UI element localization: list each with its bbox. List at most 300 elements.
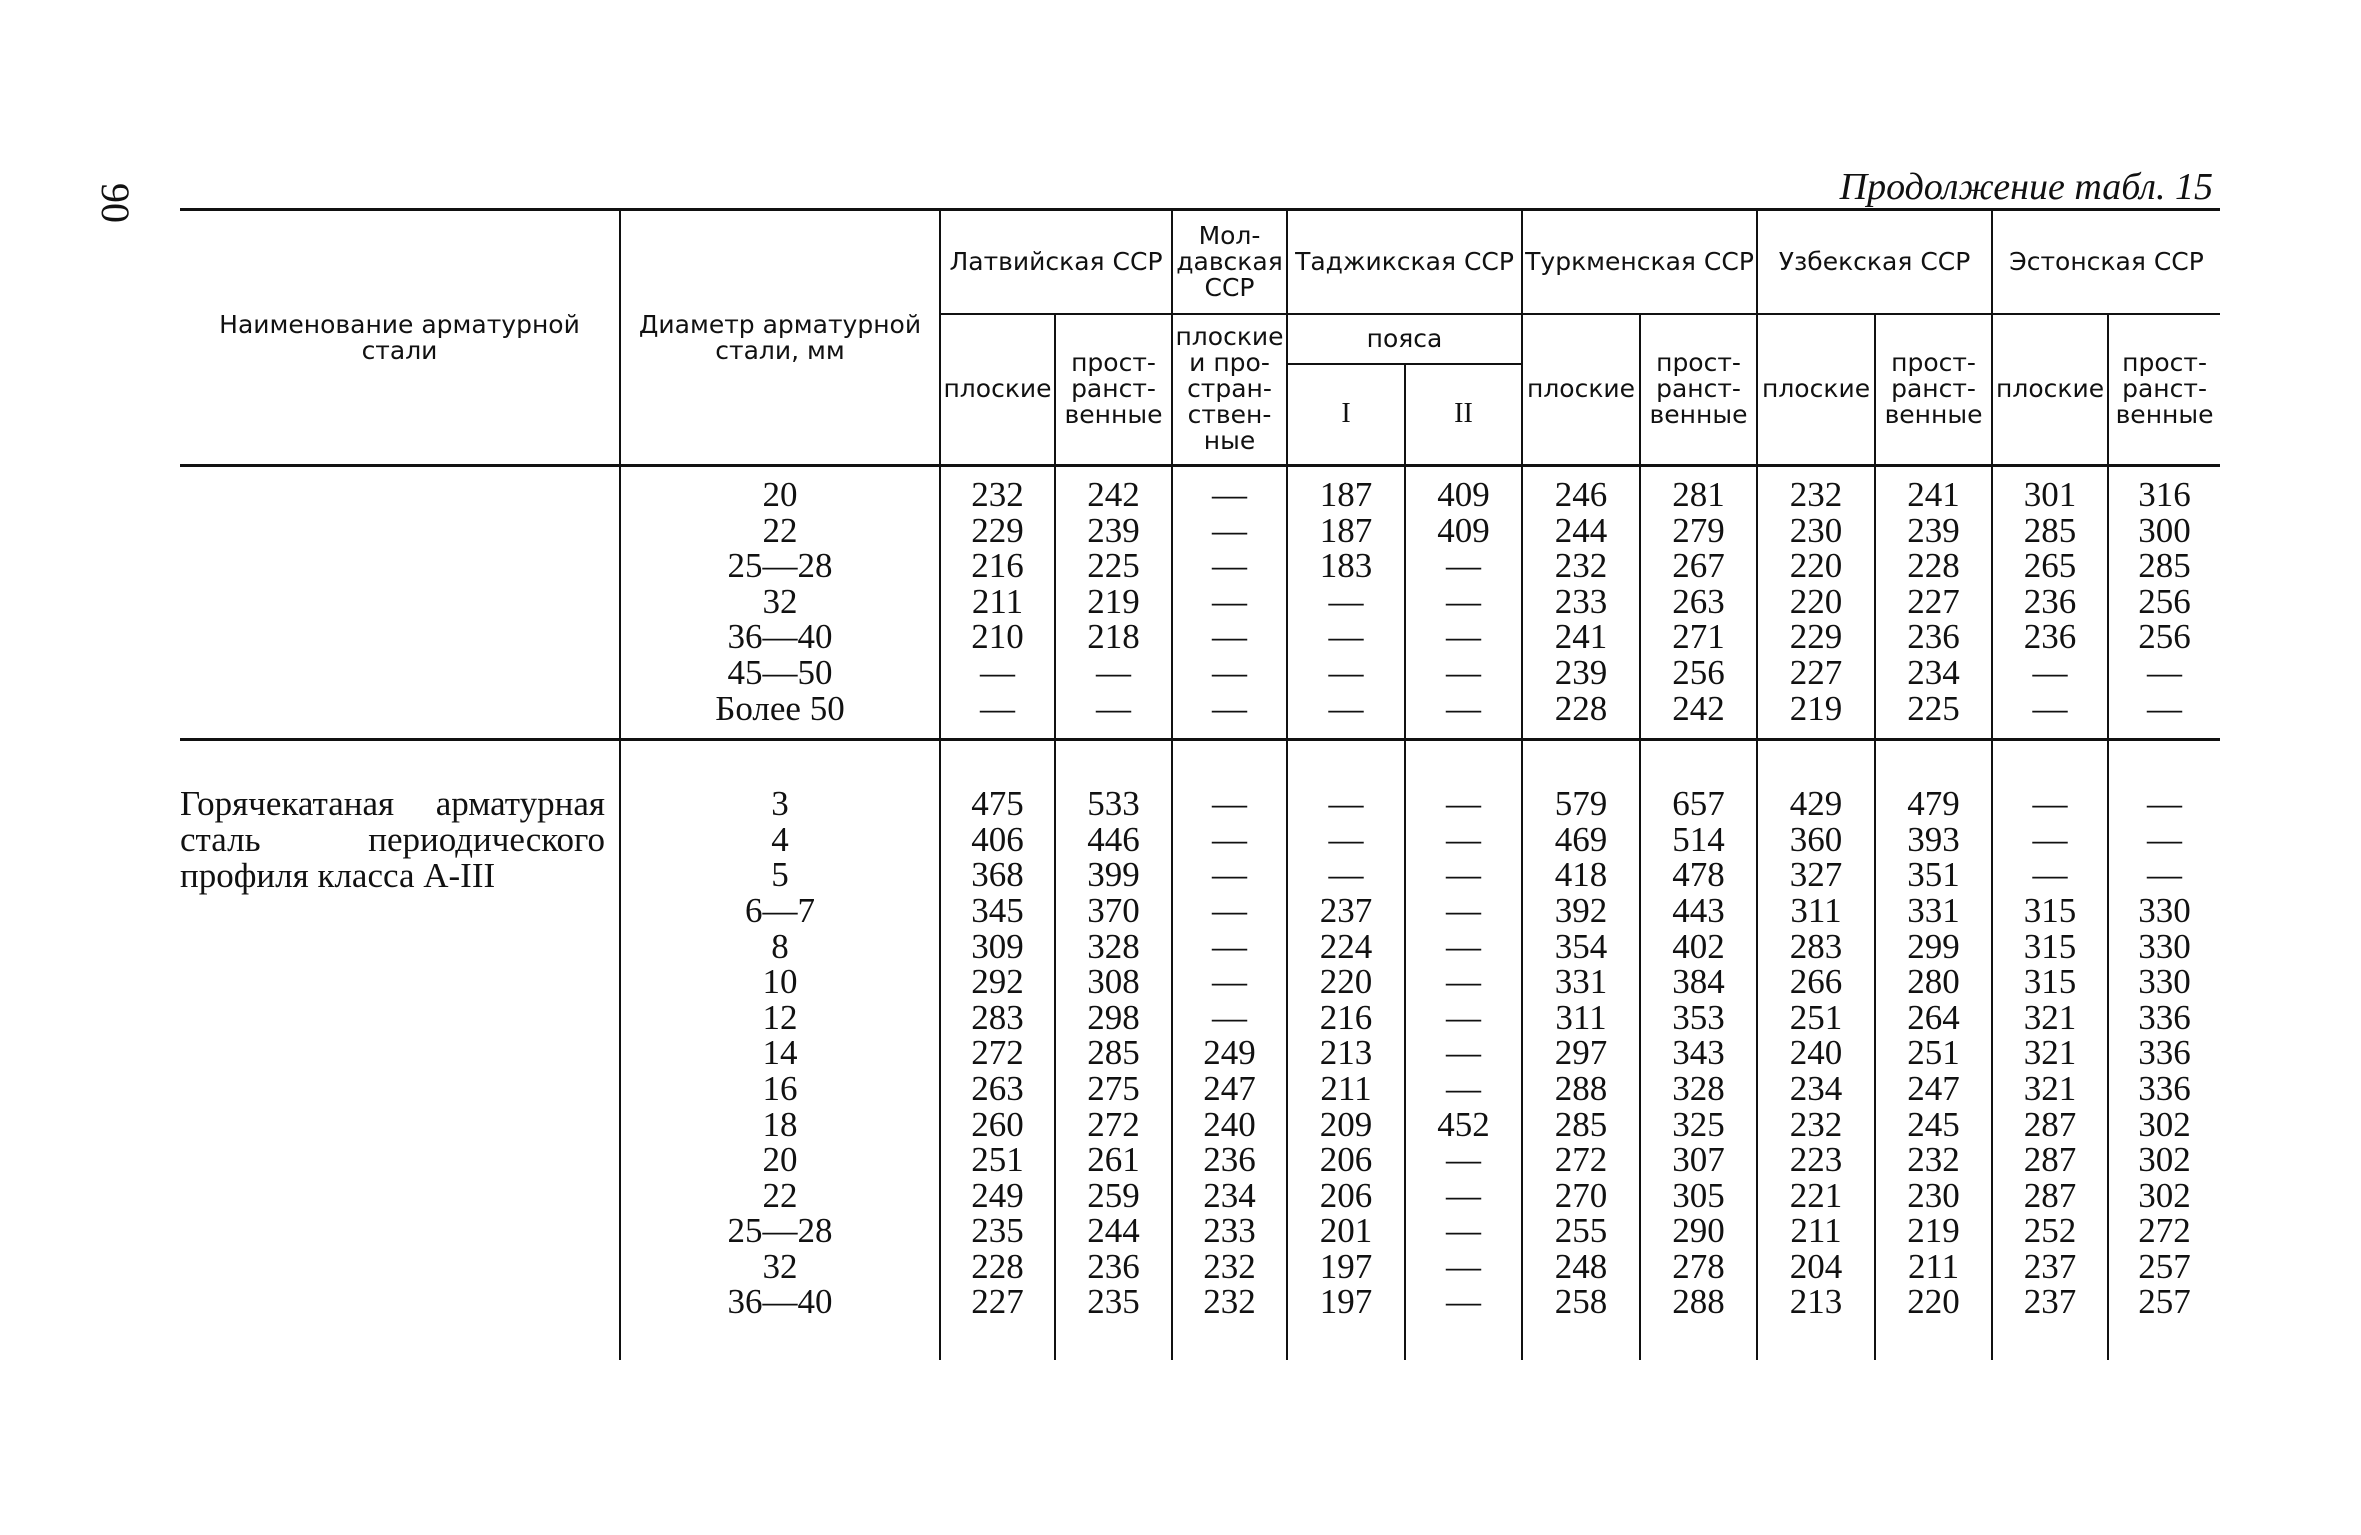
table-cell: 308 (1087, 962, 1140, 1002)
table-cell: 236 (1087, 1246, 1140, 1286)
table-cell: 353 (1672, 997, 1725, 1037)
table-cell: 399 (1087, 855, 1140, 895)
table-cell: 315 (2023, 890, 2077, 930)
steel-name-text: Горячекатаная арматурная сталь периодического профиля класса А-III (180, 784, 605, 896)
table-cell: 220 (1789, 581, 1843, 621)
table-cell: 247 (1907, 1068, 1960, 1108)
table-cell: — (1212, 652, 1247, 692)
table-cell: 187 (1319, 475, 1373, 514)
table-cell: 257 (2138, 1246, 2191, 1286)
table-cell: 336 (2138, 997, 2191, 1037)
table-cell: 25—28 (727, 546, 833, 586)
page-number: 90 (93, 183, 138, 223)
table-cell: 241 (1907, 475, 1960, 514)
table-cell: 287 (2023, 1104, 2077, 1144)
table-cell: — (1446, 1140, 1481, 1180)
table-cell: 302 (2138, 1175, 2191, 1215)
table-cell: 219 (1789, 688, 1843, 728)
table-cell: 311 (1790, 890, 1842, 930)
table-cell: — (1212, 510, 1247, 550)
header-name-col: Наименование арматурной стали (180, 210, 620, 466)
table-cell: 325 (1672, 1104, 1725, 1144)
table-cell: 264 (1907, 997, 1960, 1037)
table-row (180, 740, 2220, 1360)
table-cell: 251 (1907, 1033, 1960, 1073)
table-cell: — (1446, 855, 1481, 895)
table-cell: 10 (762, 962, 798, 1002)
table-cell: 281 (1672, 475, 1725, 514)
table-cell: 232 (1789, 1104, 1843, 1144)
header-sub-uzbek-spatial: прост-ранст-венные (1875, 314, 1992, 466)
table-cell: 248 (1554, 1246, 1608, 1286)
table-cell: 227 (1907, 581, 1960, 621)
table-section-2 (180, 740, 2220, 1360)
table-cell: 12 (762, 997, 798, 1037)
table-cell: 245 (1907, 1104, 1960, 1144)
table-cell: 330 (2138, 962, 2191, 1002)
table-cell: 232 (1789, 475, 1843, 514)
table-cell: 239 (1087, 510, 1140, 550)
table-cell: — (2032, 688, 2068, 728)
table-cell: 315 (2023, 926, 2077, 966)
table-cell: 579 (1554, 784, 1608, 824)
table-cell: 285 (2138, 546, 2191, 586)
table-cell: 197 (1319, 1282, 1373, 1322)
table-cell: — (1446, 1068, 1481, 1108)
table-cell: — (1446, 997, 1481, 1037)
table-cell: 234 (1907, 652, 1960, 692)
table-cell: 3 (771, 784, 789, 824)
table-cell: 409 (1437, 510, 1490, 550)
table-cell: — (980, 652, 1015, 692)
table-cell: 204 (1789, 1246, 1843, 1286)
table-cell: Более 50 (715, 688, 845, 728)
section1-col-uzbek-flat (1757, 466, 1875, 740)
table-cell: — (1212, 688, 1247, 728)
table-cell: 235 (1087, 1282, 1140, 1322)
table-cell: 307 (1672, 1140, 1725, 1180)
table-header (180, 210, 2220, 466)
table-cell: 221 (1789, 1175, 1843, 1215)
table-cell: 219 (1087, 581, 1140, 621)
table-cell: 285 (1087, 1033, 1140, 1073)
table-cell: 406 (971, 819, 1024, 859)
table-cell: 247 (1203, 1068, 1256, 1108)
table-cell: 18 (762, 1104, 798, 1144)
table-cell: 236 (1907, 617, 1960, 657)
table-cell: 311 (1555, 997, 1607, 1037)
table-cell: 32 (762, 581, 798, 621)
table-cell: 446 (1087, 819, 1140, 859)
table-cell: 260 (971, 1104, 1024, 1144)
table-cell: 237 (2023, 1282, 2077, 1322)
header-tajik-zones: пояса (1287, 314, 1522, 364)
table-cell: 298 (1087, 997, 1140, 1037)
table-cell: 327 (1789, 855, 1843, 895)
table-cell: 321 (2023, 1068, 2077, 1108)
table-cell: 183 (1319, 546, 1373, 586)
table-cell: — (1446, 581, 1481, 621)
table-cell: 297 (1554, 1033, 1608, 1073)
section2-col-uzbek-spatial (1875, 740, 1992, 1360)
table-cell: 249 (971, 1175, 1024, 1215)
table-cell: — (1212, 855, 1247, 895)
table-cell: 300 (2138, 510, 2191, 550)
table-cell: 299 (1907, 926, 1960, 966)
table-cell: 265 (2023, 546, 2077, 586)
section1-col-uzbek-spatial (1875, 466, 1992, 740)
section1-col-tajik-2 (1405, 466, 1522, 740)
table-cell: 330 (2138, 926, 2191, 966)
table-cell: 331 (1554, 962, 1608, 1002)
table-cell: 20 (762, 475, 798, 514)
table-cell: 280 (1907, 962, 1960, 1002)
header-sub-eston-flat: плоские (1992, 314, 2108, 466)
table-cell: 469 (1554, 819, 1608, 859)
table-cell: 216 (1319, 997, 1373, 1037)
table-cell: 256 (2138, 617, 2191, 657)
table-cell: 236 (2023, 617, 2077, 657)
table-cell: 211 (1320, 1068, 1372, 1108)
section1-diameters (620, 466, 940, 740)
table-cell: — (2032, 652, 2068, 692)
table-cell: — (1446, 652, 1481, 692)
table-cell: — (980, 688, 1015, 728)
section1-col-eston-spatial (2108, 466, 2220, 740)
table-cell: — (1446, 926, 1481, 966)
table-cell: — (1328, 617, 1364, 657)
section1-col-latvia-flat (940, 466, 1055, 740)
table-cell: 290 (1672, 1211, 1725, 1251)
table-cell: 330 (2138, 890, 2191, 930)
table-caption: Продолжение табл. 15 (1839, 166, 2213, 208)
table-cell: 240 (1789, 1033, 1843, 1073)
table-cell: 6—7 (745, 890, 815, 930)
table-cell: 263 (1672, 581, 1725, 621)
table-cell: 239 (1554, 652, 1608, 692)
table-cell: 292 (971, 962, 1024, 1002)
section2-col-moldavia (1172, 740, 1287, 1360)
table-cell: 368 (971, 855, 1024, 895)
data-table (180, 208, 2220, 1360)
table-cell: — (1328, 581, 1364, 621)
table-cell: — (1212, 617, 1247, 657)
table-cell: 213 (1319, 1033, 1373, 1073)
table-cell: 220 (1907, 1282, 1960, 1322)
header-sub-turkmen-spatial: прост-ранст-венные (1640, 314, 1757, 466)
table-cell: 187 (1319, 510, 1373, 550)
table-cell: 213 (1789, 1282, 1843, 1322)
table-cell: 234 (1203, 1175, 1256, 1215)
table-cell: 354 (1554, 926, 1608, 966)
table-cell: 336 (2138, 1068, 2191, 1108)
section1-col-turkmen-spatial (1640, 466, 1757, 740)
table-cell: — (1212, 926, 1247, 966)
table-cell: — (1212, 890, 1247, 930)
table-cell: 418 (1554, 855, 1608, 895)
table-cell: 239 (1907, 510, 1960, 550)
table-cell: — (2147, 819, 2183, 859)
table-cell: 256 (2138, 581, 2191, 621)
table-cell: 237 (1319, 890, 1373, 930)
table-cell: 316 (2138, 475, 2191, 514)
table-cell: 384 (1672, 962, 1725, 1002)
table-cell: — (1446, 962, 1481, 1002)
table-cell: 287 (2023, 1175, 2077, 1215)
table-cell: 278 (1672, 1246, 1725, 1286)
table-cell: — (1328, 855, 1364, 895)
table-cell: 267 (1672, 546, 1725, 586)
table-cell: 257 (2138, 1282, 2191, 1322)
table-cell: — (1212, 581, 1247, 621)
section2-col-uzbek-flat (1757, 740, 1875, 1360)
table-cell: — (1446, 890, 1481, 930)
table-cell: — (2147, 784, 2183, 824)
table-cell: 301 (2023, 475, 2077, 514)
table-cell: 230 (1907, 1175, 1960, 1215)
table-cell: 235 (971, 1211, 1024, 1251)
table-cell: — (1212, 784, 1247, 824)
table-cell: — (1446, 1246, 1481, 1286)
table-cell: 429 (1789, 784, 1843, 824)
table-cell: — (2032, 819, 2068, 859)
table-cell: 272 (1554, 1140, 1608, 1180)
table-cell: 285 (2023, 510, 2077, 550)
table-cell: — (1096, 652, 1131, 692)
header-sub-latvia-flat: плоские (940, 314, 1055, 466)
table-cell: 251 (1789, 997, 1843, 1037)
table-cell: 255 (1554, 1211, 1608, 1251)
section2-col-eston-spatial (2108, 740, 2220, 1360)
table-cell: 514 (1672, 819, 1725, 859)
table-cell: — (1446, 1175, 1481, 1215)
table-cell: 232 (1907, 1140, 1960, 1180)
header-sub-turkmen-flat: плоские (1522, 314, 1640, 466)
table-cell: 227 (1789, 652, 1843, 692)
table-cell: 229 (1789, 617, 1843, 657)
table-cell: 263 (971, 1068, 1024, 1108)
table-cell: 211 (1907, 1246, 1960, 1286)
table-cell: 225 (1907, 688, 1960, 728)
table-cell: 249 (1203, 1033, 1256, 1073)
table-cell: 271 (1672, 617, 1725, 657)
table-cell: 309 (971, 926, 1024, 966)
table-cell: — (1446, 688, 1481, 728)
table-cell: 315 (2023, 962, 2077, 1002)
table-cell: 206 (1319, 1140, 1373, 1180)
table-cell: 236 (2023, 581, 2077, 621)
table-cell: 443 (1672, 890, 1725, 930)
table-cell: 25—28 (727, 1211, 833, 1251)
table-cell: 259 (1087, 1175, 1140, 1215)
table-cell: 452 (1437, 1104, 1490, 1144)
table-cell: 272 (1087, 1104, 1140, 1144)
section1-col-latvia-spatial (1055, 466, 1172, 740)
table-cell: — (1446, 784, 1481, 824)
table-cell: 283 (1789, 926, 1843, 966)
table-cell: — (1212, 475, 1247, 514)
table-cell: 228 (1907, 546, 1960, 586)
table-cell: 206 (1319, 1175, 1373, 1215)
header-region-moldavia: Мол-давская ССР (1172, 210, 1287, 314)
table-cell: — (1096, 688, 1131, 728)
table-cell: 244 (1554, 510, 1608, 550)
table-cell: — (2147, 688, 2183, 728)
table-cell: 216 (971, 546, 1024, 586)
table-cell: 241 (1554, 617, 1608, 657)
table-cell: 302 (2138, 1104, 2191, 1144)
table-cell: 478 (1672, 855, 1725, 895)
table-cell: 258 (1554, 1282, 1608, 1322)
header-diameter-col: Диаметр арматурной стали, мм (620, 210, 940, 466)
table-cell: 288 (1672, 1282, 1725, 1322)
table-cell: 211 (1790, 1211, 1842, 1251)
table-cell: 475 (971, 784, 1024, 824)
table-row (180, 466, 2220, 740)
table-cell: 209 (1319, 1104, 1373, 1144)
table-cell: 393 (1907, 819, 1960, 859)
table-cell: — (1328, 652, 1364, 692)
table-cell: — (1212, 819, 1247, 859)
table-cell: 32 (762, 1246, 798, 1286)
header-sub-latvia-spatial: прост-ранст-венные (1055, 314, 1172, 466)
section2-col-tajik-2 (1405, 740, 1522, 1360)
table-cell: 272 (2138, 1211, 2191, 1251)
table-cell: 36—40 (727, 1282, 833, 1322)
table-cell: 283 (971, 997, 1024, 1037)
table-cell: 370 (1087, 890, 1140, 930)
table-cell: 22 (762, 1175, 798, 1215)
table-cell: — (2147, 855, 2183, 895)
table-cell: — (1212, 962, 1247, 1002)
table-cell: 321 (2023, 1033, 2077, 1073)
table-cell: — (1328, 784, 1364, 824)
section1-col-moldavia (1172, 466, 1287, 740)
table-cell: 266 (1789, 962, 1843, 1002)
section2-steel-name (180, 740, 620, 1360)
section2-col-latvia-spatial (1055, 740, 1172, 1360)
table-cell: 244 (1087, 1211, 1140, 1251)
table-cell: 16 (762, 1068, 798, 1108)
section2-col-eston-flat (1992, 740, 2108, 1360)
table-cell: 251 (971, 1140, 1024, 1180)
table-cell: 275 (1087, 1068, 1140, 1108)
table-cell: 287 (2023, 1140, 2077, 1180)
table-cell: 479 (1907, 784, 1960, 824)
header-region-uzbekistan: Узбекская ССР (1757, 210, 1992, 314)
table-cell: — (1446, 1282, 1481, 1322)
section2-col-turkmen-flat (1522, 740, 1640, 1360)
table-cell: 343 (1672, 1033, 1725, 1073)
header-region-tajikistan: Таджикская ССР (1287, 210, 1522, 314)
table-cell: 232 (971, 475, 1024, 514)
table-cell: 252 (2023, 1211, 2077, 1251)
table-cell: 45—50 (727, 652, 833, 692)
header-region-turkmenistan: Туркменская ССР (1522, 210, 1757, 314)
table-cell: 225 (1087, 546, 1140, 586)
section2-diameters (620, 740, 940, 1360)
header-tajik-zone-2: II (1405, 364, 1522, 466)
table-cell: — (2147, 652, 2183, 692)
table-cell: 8 (771, 926, 789, 966)
table-cell: 328 (1672, 1068, 1725, 1108)
header-sub-moldavia: плоские и про-стран-ствен-ные (1172, 314, 1287, 466)
table-cell: 237 (2023, 1246, 2077, 1286)
table-cell: — (1328, 819, 1364, 859)
table-cell: 256 (1672, 652, 1725, 692)
table-cell: 232 (1554, 546, 1608, 586)
table-cell: 20 (762, 1140, 798, 1180)
section2-col-tajik-1 (1287, 740, 1405, 1360)
table-cell: 272 (971, 1033, 1024, 1073)
section1-steel-name (180, 466, 620, 740)
table-cell: — (1446, 1033, 1481, 1073)
table-cell: 229 (971, 510, 1024, 550)
table-cell: — (1446, 1211, 1481, 1251)
table-cell: 288 (1554, 1068, 1608, 1108)
table-cell: — (2032, 784, 2068, 824)
table-cell: 242 (1672, 688, 1725, 728)
table-cell: 223 (1789, 1140, 1843, 1180)
table-cell: 351 (1907, 855, 1960, 895)
table-cell: 211 (971, 581, 1024, 621)
table-cell: 321 (2023, 997, 2077, 1037)
table-cell: 227 (971, 1282, 1024, 1322)
header-region-estonia: Эстонская ССР (1992, 210, 2220, 314)
table-cell: 242 (1087, 475, 1140, 514)
table-cell: 36—40 (727, 617, 833, 657)
table-cell: 220 (1319, 962, 1373, 1002)
header-tajik-zone-1: I (1287, 364, 1405, 466)
table-cell: 210 (971, 617, 1024, 657)
section1-col-turkmen-flat (1522, 466, 1640, 740)
table-cell: 228 (971, 1246, 1024, 1286)
table-cell: 233 (1554, 581, 1608, 621)
section1-col-tajik-1 (1287, 466, 1405, 740)
table-cell: 246 (1554, 475, 1608, 514)
table-cell: 302 (2138, 1140, 2191, 1180)
table-cell: — (1446, 546, 1481, 586)
table-cell: 328 (1087, 926, 1140, 966)
table-cell: 402 (1672, 926, 1725, 966)
table-cell: 219 (1907, 1211, 1960, 1251)
header-sub-eston-spatial: прост-ранст-венные (2108, 314, 2220, 466)
table-cell: 220 (1789, 546, 1843, 586)
table-cell: 409 (1437, 475, 1490, 514)
table-cell: 261 (1087, 1140, 1140, 1180)
table-cell: 270 (1554, 1175, 1608, 1215)
table-cell: 236 (1203, 1140, 1256, 1180)
table-cell: 392 (1554, 890, 1608, 930)
table-cell: — (1328, 688, 1364, 728)
table-cell: 279 (1672, 510, 1725, 550)
table-section-1 (180, 466, 2220, 740)
table-cell: 197 (1319, 1246, 1373, 1286)
table-cell: 22 (762, 510, 798, 550)
section1-col-eston-flat (1992, 466, 2108, 740)
table-cell: 533 (1087, 784, 1140, 824)
table-cell: 218 (1087, 617, 1140, 657)
section2-col-latvia-flat (940, 740, 1055, 1360)
table-cell: 331 (1907, 890, 1960, 930)
table-cell: 336 (2138, 1033, 2191, 1073)
table-cell: 5 (771, 855, 789, 895)
table-cell: — (1212, 546, 1247, 586)
table-cell: 224 (1319, 926, 1373, 966)
table-cell: 232 (1203, 1282, 1256, 1322)
table-cell: 657 (1672, 784, 1725, 824)
header-region-latvia: Латвийская ССР (940, 210, 1172, 314)
